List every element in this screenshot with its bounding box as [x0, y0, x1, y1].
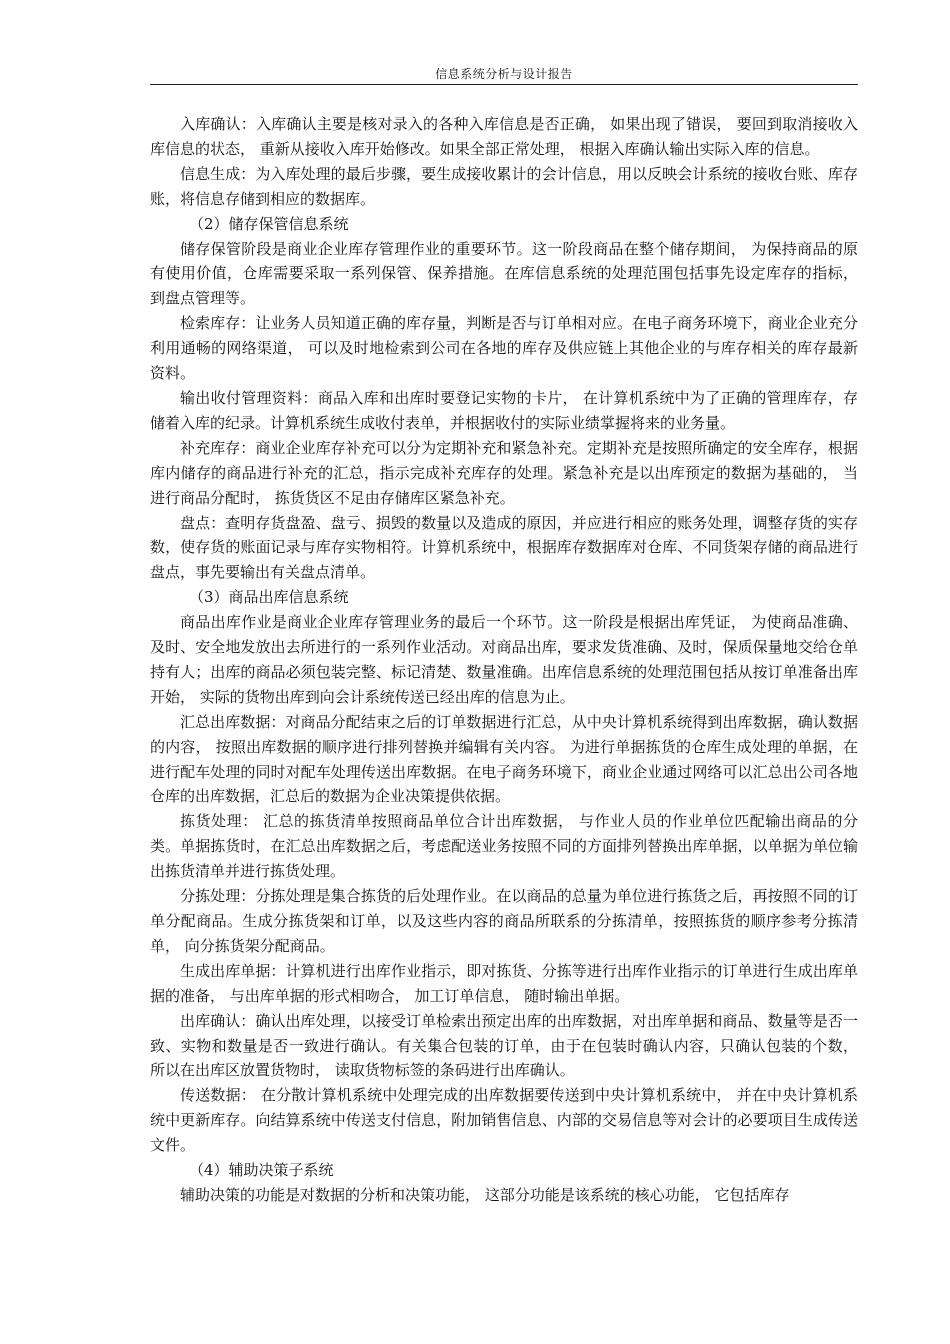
paragraph-outbound-data-summary: 汇总出库数据：对商品分配结束之后的订单数据进行汇总，从中央计算机系统得到出库数据，确认数据的内容， 按照出库数据的顺序进行排列替换并编辑有关内容。 为进行单据拣货的仓库生成处理的单据，在进行配车处理的同时对配车处理传送出库数据。在电子商务环境下，商业企业通过网络可以汇总出公司各地仓库的出库数据，汇总后的数据为企业决策提供依据。 [150, 712, 858, 806]
paragraph-outbound-confirmation: 出库确认：确认出库处理，以接受订单检索出预定出库的出库数据，对出库单据和商品、数量等是否一致、实物和数量是否一致进行确认。有关集合包装的订单，由于在包装时确认内容，只确认包装的个数， 所以在出库区放置货物时， 读取货物标签的条码进行出库确认。 [150, 1011, 858, 1080]
paragraph-outbound-intro: 商品出库作业是商业企业库存管理业务的最后一个环节。这一阶段是根据出库凭证， 为使商品准确、及时、安全地发放出去所进行的一系列作业活动。对商品出库，要求发货准确、及时，保质保量地交给仓单持有人；出库的商品必须包装完整、标记清楚、数量准确。出库信息系统的处理范围包括从按订单准备出库开始， 实际的货物出库到向会计系统传送已经出库的信息为止。 [150, 613, 858, 706]
paragraph-storage-intro: 储存保管阶段是商业企业库存管理作业的重要环节。这一阶段商品在整个储存期间， 为保持商品的原有使用价值，仓库需要采取一系列保管、保养措施。在库信息系统的处理范围包括事先设定库存的指标， 到盘点管理等。 [150, 239, 858, 308]
section-heading-decision-support: （4）辅助决策子系统 [189, 1161, 334, 1180]
document-body [150, 112, 858, 1208]
header-divider [150, 84, 858, 85]
paragraph-picking: 拣货处理： 汇总的拣货清单按照商品单位合计出库数据， 与作业人员的作业单位匹配输出商品的分类。单据拣货时，在汇总出库数据之后，考虑配送业务按照不同的方面排列替换出库单据，以单据为单位输出拣货清单并进行拣货处理。 [150, 812, 858, 881]
paragraph-inbound-confirmation: 入库确认：入库确认主要是核对录入的各种入库信息是否正确， 如果出现了错误， 要回到取消接收入库信息的状态， 重新从接收入库开始修改。如果全部正常处理， 根据入库确认输出实际入库的信息。 [150, 115, 858, 158]
paragraph-decision-support: 辅助决策的功能是对数据的分析和决策功能， 这部分功能是该系统的核心功能， 它包括库存 [180, 1185, 790, 1204]
paragraph-inventory-replenishment: 补充库存：商业企业库存补充可以分为定期补充和紧急补充。定期补充是按照所确定的安全库存，根据库内储存的商品进行补充的汇总，指示完成补充库存的处理。紧急补充是以出库预定的数据为基础的， 当进行商品分配时， 拣货货区不足由存储库区紧急补充。 [150, 438, 858, 507]
paragraph-info-generation: 信息生成：为入库处理的最后步骤，要生成接收累计的会计信息，用以反映会计系统的接收台账、库存账，将信息存储到相应的数据库。 [150, 164, 858, 208]
paragraph-data-transfer: 传送数据： 在分散计算机系统中处理完成的出库数据要传送到中央计算机系统中， 并在中央计算机系统中更新库存。向结算系统中传送支付信息，附加销售信息、内部的交易信息等对会计的必要项目生成传送文件。 [150, 1086, 858, 1155]
paragraph-stocktaking: 盘点：查明存货盘盈、盘亏、损毁的数量以及造成的原因，并应进行相应的账务处理，调整存货的实存数，使存货的账面记录与库存实物相符。计算机系统中，根据库存数据库对仓库、不同货架存储的商品进行盘点，事先要输出有关盘点清单。 [150, 513, 858, 582]
section-heading-storage: （2）储存保管信息系统 [189, 214, 349, 233]
paragraph-outbound-documents: 生成出库单据：计算机进行出库作业指示，即对拣货、分拣等进行出库作业指示的订单进行生成出库单据的准备， 与出库单据的形式相吻合， 加工订单信息， 随时输出单据。 [150, 961, 858, 1005]
section-heading-outbound: （3）商品出库信息系统 [189, 588, 349, 607]
paragraph-receipt-payment-output: 输出收付管理资料：商品入库和出库时要登记实物的卡片， 在计算机系统中为了正确的管理库存，存储着入库的纪录。计算机系统生成收付表单，并根据收付的实际业绩掌握将来的业务量。 [150, 388, 858, 432]
page-header: 信息系统分析与设计报告 [435, 67, 573, 81]
paragraph-inventory-search: 检索库存：让业务人员知道正确的库存量，判断是否与订单相对应。在电子商务环境下，商业企业充分利用通畅的网络渠道， 可以及时地检索到公司在各地的库存及供应链上其他企业的与库存相关的库存最新资料。 [150, 314, 858, 383]
paragraph-sorting: 分拣处理：分拣处理是集合拣货的后处理作业。在以商品的总量为单位进行拣货之后，再按照不同的订单分配商品。生成分拣货架和订单，以及这些内容的商品所联系的分拣清单，按照拣货的顺序参考分拣清单， 向分拣货架分配商品。 [150, 887, 858, 955]
